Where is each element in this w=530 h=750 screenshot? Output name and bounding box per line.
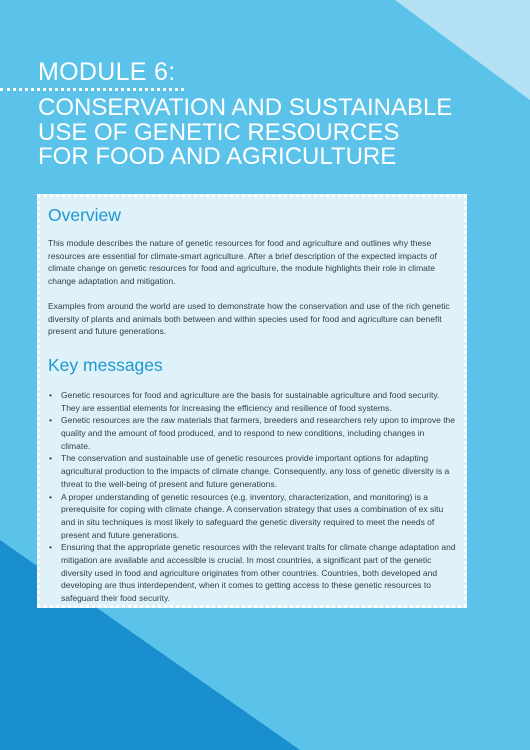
light-corner-shape (395, 0, 530, 100)
overview-paragraph: Examples from around the world are used to demonstrate how the conservation and use of the rich genetic diversity of plants and animals both between and within species used for food and agriculture can benefit present and future generations. (48, 300, 450, 337)
key-message-item (48, 414, 456, 452)
key-message-item (48, 452, 456, 490)
key-messages-heading: Key messages (48, 354, 163, 375)
overview-paragraph: This module describes the nature of genetic resources for food and agriculture and outlines why these resources are essential for climate-smart agriculture. After a brief description of the expected impacts of climate change on genetic resources for food and agriculture, the module highlights their role in climate change adaptation and mitigation. (48, 238, 437, 287)
key-message-text: Genetic resources are the raw materials that farmers, breeders and researchers rely upon to improve the quality and the amount of food produced, and to respond to new conditions, including changes in climate. (61, 415, 456, 451)
key-message-text: Genetic resources for food and agriculture are the basis for sustainable agriculture and food security. They are essential elements for increasing the efficiency and resilience of food systems. (61, 389, 440, 413)
overview-heading: Overview (48, 205, 121, 225)
module-title-line: FOR FOOD AND AGRICULTURE (38, 143, 397, 170)
bullet-icon: • (49, 542, 52, 553)
key-message-text: A proper understanding of genetic resources (e.g. inventory, characterization, and monitoring) is a prerequisite for coping with climate change. A conservation strategy that uses a combination of ex situ and in situ techniques is most likely to safeguard the genetic diversity required to meet the needs of present and future generations. (61, 491, 444, 540)
key-message-item (48, 491, 456, 542)
bullet-icon: • (49, 453, 52, 464)
dotted-divider (0, 88, 184, 91)
bullet-icon: • (49, 389, 52, 400)
key-message-item (48, 389, 456, 414)
content-panel (37, 194, 467, 608)
module-title-line: CONSERVATION AND SUSTAINABLE (38, 94, 453, 121)
key-message-item (48, 541, 456, 605)
key-message-text: Ensuring that the appropriate genetic resources with the relevant traits for climate change adaptation and mitigation are available and accessible is crucial. In most countries, a significant part of the genetic diversity used in food and agriculture originates from other countries. Countries, both developed and developing are thus interdependent, when it comes to getting access to these genetic resources to safeguard their food security. (61, 542, 456, 604)
key-messages-list (48, 389, 456, 605)
module-title-line: USE OF GENETIC RESOURCES (38, 118, 400, 146)
bullet-icon: • (49, 415, 52, 426)
key-message-text: The conservation and sustainable use of genetic resources provide important options for adapting agricultural production to the impacts of climate change. Consequently, any loss of genetic diversity is a threat to the well-being of present and future generations. (61, 453, 450, 489)
module-number: MODULE 6: (38, 58, 176, 86)
bullet-icon: • (49, 491, 52, 502)
module-title (38, 96, 508, 170)
